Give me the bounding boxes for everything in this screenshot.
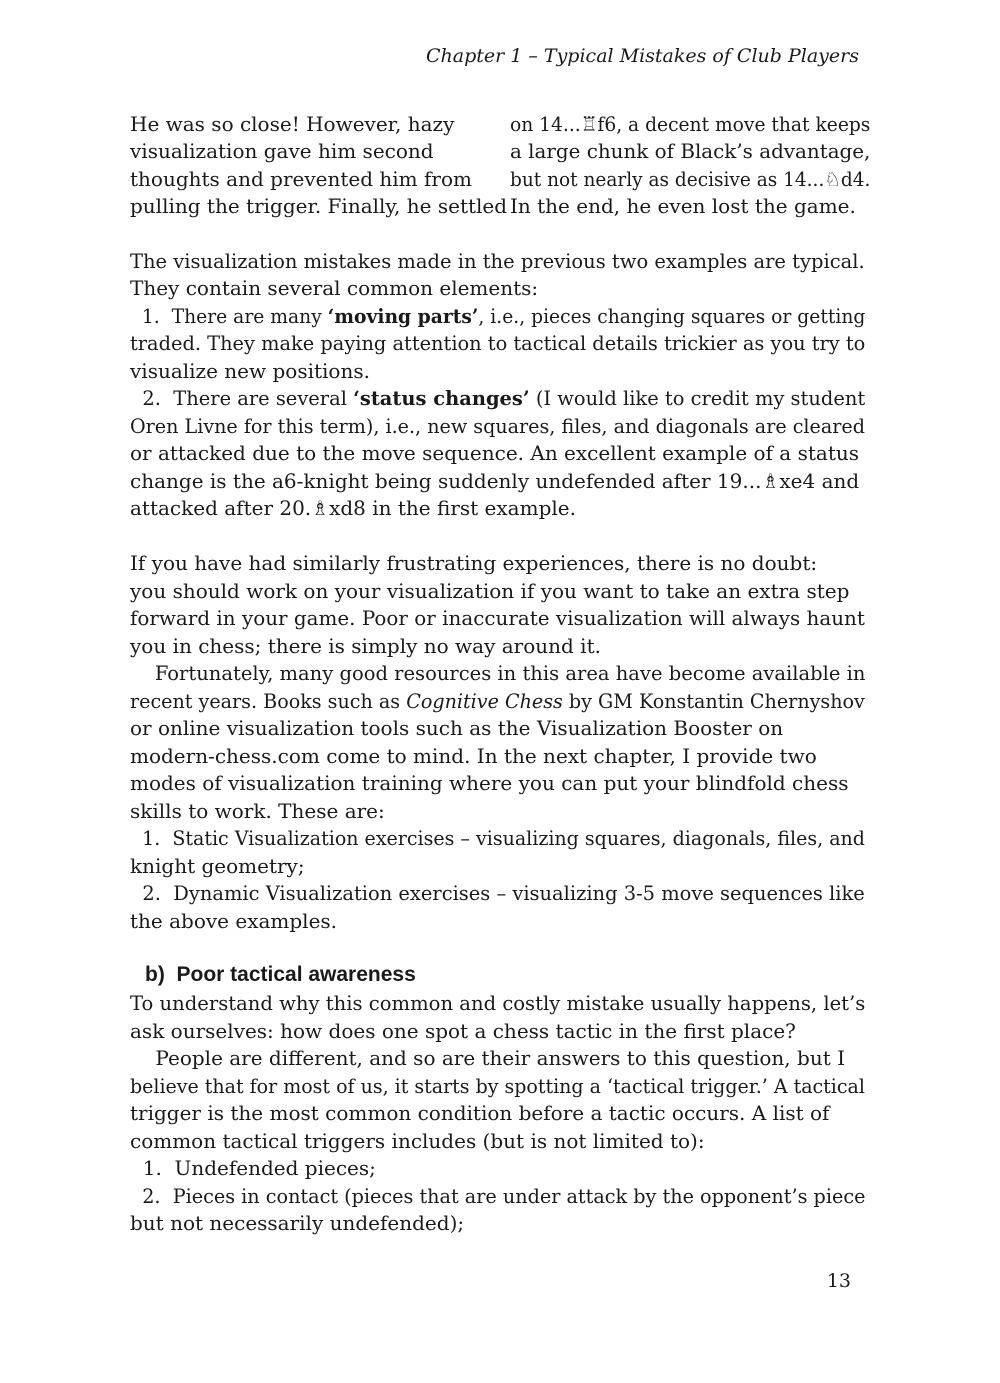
list-marker-text: 2. There are several <box>130 386 354 410</box>
body-line: modern-chess.com come to mind. In the next chapter, I provide two <box>130 744 817 768</box>
page-number: 13 <box>826 1270 851 1292</box>
section-line: believe that for most of us, it starts by spotting a ‘tactical trigger.’ A tactical <box>130 1074 865 1098</box>
body-line: forward in your game. Poor or inaccurate visualization will always haunt <box>130 606 865 630</box>
body-line: the above examples. <box>130 909 338 933</box>
body-line: or online visualization tools such as the Visualization Booster on <box>130 716 784 740</box>
section-line: ask ourselves: how does one spot a chess tactic in the first place? <box>130 1019 796 1043</box>
body-line <box>130 688 865 714</box>
book-title: Cognitive Chess <box>406 689 563 713</box>
list-item-line: 1. Static Visualization exercises – visualizing squares, diagonals, files, and <box>130 826 865 850</box>
body-line: If you have had similarly frustrating experiences, there is no doubt: <box>130 551 818 575</box>
list-item-line: 1. Undefended pieces; <box>130 1156 376 1180</box>
body-line: Fortunately, many good resources in this area have become available in <box>130 661 866 685</box>
body-line: modes of visualization training where you can put your blindfold chess <box>130 771 849 795</box>
body-line <box>130 385 865 411</box>
body-line: They contain several common elements: <box>130 276 539 300</box>
section-line: People are different, and so are their answers to this question, but I <box>130 1046 845 1070</box>
body-line: skills to work. These are: <box>130 799 385 823</box>
section-line: To understand why this common and costly mistake usually happens, let’s <box>130 991 866 1015</box>
body-line: visualize new positions. <box>130 359 370 383</box>
body-line: knight geometry; <box>130 854 305 878</box>
body-line: attacked after 20.♗xd8 in the first example. <box>130 496 576 520</box>
intro-left-line: pulling the trigger. Finally, he settled <box>130 194 508 218</box>
section-heading: b) Poor tactical awareness <box>145 963 416 986</box>
bold-term-status-changes: ‘status changes’ <box>353 386 530 410</box>
body-line <box>130 303 865 329</box>
section-line: but not necessarily undefended); <box>130 1211 465 1235</box>
section-line: trigger is the most common condition before a tactic occurs. A list of <box>130 1101 830 1125</box>
body-line: you in chess; there is simply no way around it. <box>130 634 601 658</box>
section-line: common tactical triggers includes (but is not limited to): <box>130 1129 705 1153</box>
body-line: The visualization mistakes made in the previous two examples are typical. <box>130 249 865 273</box>
bold-term-moving-parts: ‘moving parts’ <box>327 304 479 328</box>
intro-left-line: thoughts and prevented him from <box>130 167 472 191</box>
list-item-line: 2. Dynamic Visualization exercises – visualizing 3-5 move sequences like <box>130 881 865 905</box>
intro-right-line: on 14...♖f6, a decent move that keeps <box>510 112 871 136</box>
body-text: recent years. Books such as <box>130 689 407 713</box>
list-item-line: 2. Pieces in contact (pieces that are under attack by the opponent’s piece <box>130 1184 866 1208</box>
intro-right-line: In the end, he even lost the game. <box>510 194 856 218</box>
body-text: by GM Konstantin Chernyshov <box>562 689 865 713</box>
body-line: or attacked due to the move sequence. An excellent example of a status <box>130 441 859 465</box>
body-text: , i.e., pieces changing squares or getting <box>478 304 866 328</box>
body-line: you should work on your visualization if you want to take an extra step <box>130 579 850 603</box>
list-marker-text: 1. There are many <box>130 304 328 328</box>
body-line: traded. They make paying attention to tactical details trickier as you try to <box>130 331 866 355</box>
body-line: change is the a6-knight being suddenly undefended after 19...♗xe4 and <box>130 469 860 493</box>
intro-left-line: He was so close! However, hazy <box>130 112 455 136</box>
body-line: Oren Livne for this term), i.e., new squares, files, and diagonals are cleared <box>130 414 865 438</box>
running-head: Chapter 1 – Typical Mistakes of Club Players <box>425 45 859 67</box>
body-text: (I would like to credit my student <box>529 386 866 410</box>
intro-right-line: a large chunk of Black’s advantage, <box>510 139 871 163</box>
intro-right-line: but not nearly as decisive as 14...♘d4. <box>510 167 871 191</box>
intro-left-line: visualization gave him second <box>130 139 434 163</box>
